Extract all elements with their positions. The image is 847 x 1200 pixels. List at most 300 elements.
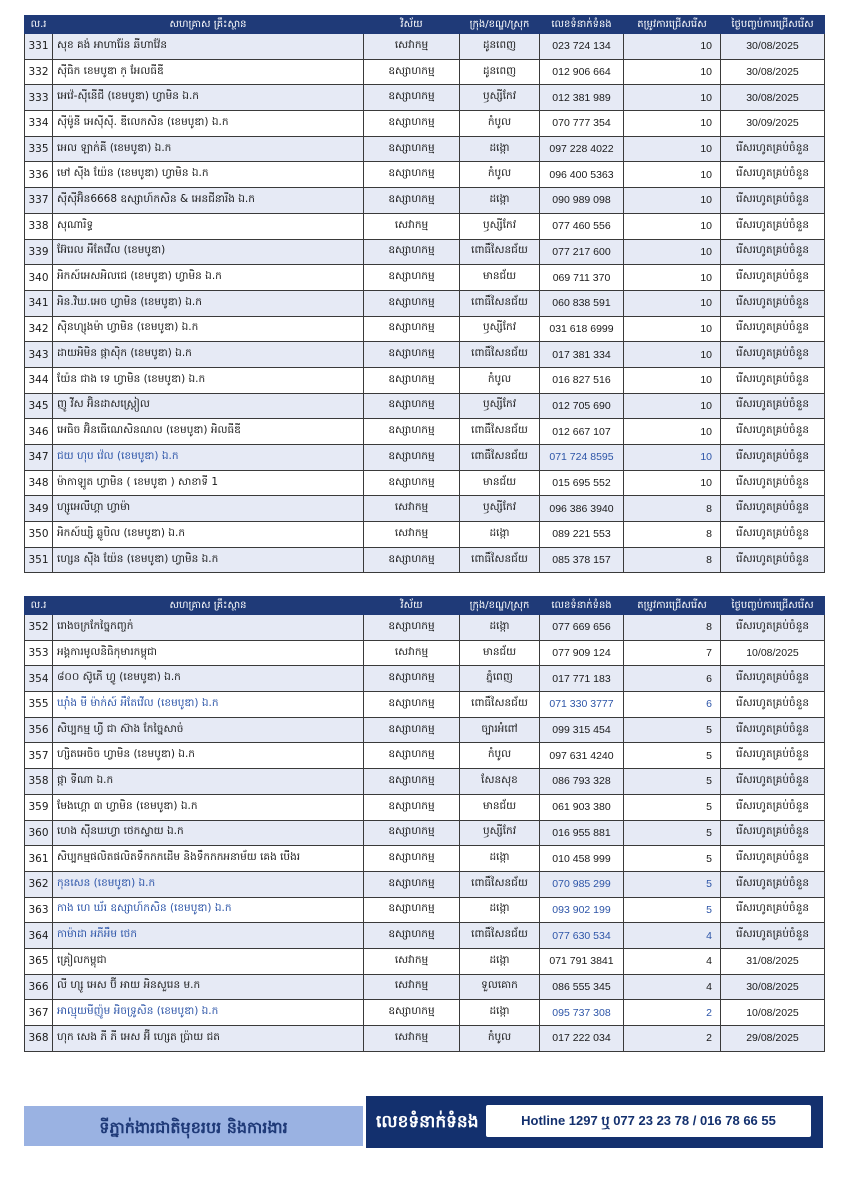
sector: ឧស្សាហកម្ម: [364, 470, 460, 496]
phone-number: 077 460 556: [540, 213, 624, 239]
row-number: 340: [25, 265, 53, 291]
district: ដង្កោ: [460, 188, 540, 214]
phone-number: 099 315 454: [540, 717, 624, 743]
district: កំបូល: [460, 1026, 540, 1052]
table-row: [25, 470, 825, 496]
job-table-bottom: [24, 596, 825, 1052]
row-number: 345: [25, 393, 53, 419]
deadline: រើសរហូតគ្រប់ចំនួន: [721, 213, 825, 239]
row-number: 344: [25, 367, 53, 393]
table-row: [25, 419, 825, 445]
deadline: រើសរហូតគ្រប់ចំនួន: [721, 769, 825, 795]
footer-agency-banner: [24, 1106, 363, 1146]
table-row: [25, 743, 825, 769]
deadline: រើសរហូតគ្រប់ចំនួន: [721, 393, 825, 419]
row-number: 337: [25, 188, 53, 214]
sector: សេវាកម្ម: [364, 34, 460, 60]
hiring-count: 4: [624, 974, 721, 1000]
phone-number: 017 771 183: [540, 666, 624, 692]
deadline: រើសរហូតគ្រប់ចំនួន: [721, 615, 825, 641]
table-row: [25, 640, 825, 666]
phone-number: 095 737 308: [540, 1000, 624, 1026]
phone-number: 097 228 4022: [540, 136, 624, 162]
company-name: ៨០០ ស៊ូភើ ហ្វូ (ខេមបូឌា) ឯ.ក: [53, 666, 364, 692]
hiring-count: 8: [624, 496, 721, 522]
sector: ឧស្សាហកម្ម: [364, 265, 460, 291]
phone-number: 070 985 299: [540, 871, 624, 897]
district: ឫស្សីកែវ: [460, 496, 540, 522]
row-number: 332: [25, 59, 53, 85]
phone-number: 012 381 989: [540, 85, 624, 111]
sector: ឧស្សាហកម្ម: [364, 59, 460, 85]
table-row: [25, 59, 825, 85]
deadline: រើសរហូតគ្រប់ចំនួន: [721, 419, 825, 445]
deadline: រើសរហូតគ្រប់ចំនួន: [721, 666, 825, 692]
company-name: សុខ គង់ អាហារ៉ែន ឆីហាវ៉ែន: [53, 34, 364, 60]
company-name: សុណារិទ្ធ: [53, 213, 364, 239]
row-number: 361: [25, 846, 53, 872]
deadline: រើសរហូតគ្រប់ចំនួន: [721, 717, 825, 743]
table-row: [25, 445, 825, 471]
hiring-count: 8: [624, 615, 721, 641]
hiring-count: 10: [624, 85, 721, 111]
phone-number: 077 909 124: [540, 640, 624, 666]
row-number: 368: [25, 1026, 53, 1052]
agency-name: ទីភ្នាក់ងារជាតិមុខរបរ និងការងារ: [99, 1118, 288, 1137]
sector: សេវាកម្ម: [364, 948, 460, 974]
phone-number: 069 711 370: [540, 265, 624, 291]
table-row: [25, 496, 825, 522]
row-number: 352: [25, 615, 53, 641]
sector: ឧស្សាហកម្ម: [364, 188, 460, 214]
district: កំបូល: [460, 743, 540, 769]
hiring-count: 10: [624, 162, 721, 188]
sector: ឧស្សាហកម្ម: [364, 692, 460, 718]
row-number: 331: [25, 34, 53, 60]
table-row: [25, 666, 825, 692]
hiring-count: 10: [624, 290, 721, 316]
deadline: រើសរហូតគ្រប់ចំនួន: [721, 794, 825, 820]
row-number: 350: [25, 522, 53, 548]
district: កំបូល: [460, 162, 540, 188]
company-name: ឃ៉ាំង មី ម៉ាក់ស៍ អឹតែវើល (ខេមបូឌា) ឯ.ក: [53, 692, 364, 718]
deadline: រើសរហូតគ្រប់ចំនួន: [721, 367, 825, 393]
table-row: [25, 239, 825, 265]
sector: ឧស្សាហកម្ម: [364, 316, 460, 342]
sector: សេវាកម្ម: [364, 1026, 460, 1052]
col-header-deadline: ថ្ងៃបញ្ចប់ការជ្រើសរើស: [721, 16, 825, 34]
deadline: 31/08/2025: [721, 948, 825, 974]
district: ដង្កោ: [460, 948, 540, 974]
row-number: 353: [25, 640, 53, 666]
row-number: 365: [25, 948, 53, 974]
phone-number: 096 400 5363: [540, 162, 624, 188]
hiring-count: 5: [624, 769, 721, 795]
deadline: រើសរហូតគ្រប់ចំនួន: [721, 162, 825, 188]
row-number: 342: [25, 316, 53, 342]
district: ពោធិ៍សែនជ័យ: [460, 290, 540, 316]
deadline: រើសរហូតគ្រប់ចំនួន: [721, 692, 825, 718]
hiring-count: 7: [624, 640, 721, 666]
company-name: សិប្បកម្ម ហ្វី ជា ស៊ាង កែច្នៃសាច់: [53, 717, 364, 743]
row-number: 336: [25, 162, 53, 188]
district: ឫស្សីកែវ: [460, 316, 540, 342]
district: មានជ័យ: [460, 470, 540, 496]
table-row: [25, 85, 825, 111]
company-name: ហេង ស៊ីនឃហ្វា ថេកស្ទាយ ឯ.ក: [53, 820, 364, 846]
deadline: រើសរហូតគ្រប់ចំនួន: [721, 136, 825, 162]
table-row: [25, 213, 825, 239]
hiring-count: 10: [624, 367, 721, 393]
district: កំបូល: [460, 367, 540, 393]
hiring-count: 4: [624, 923, 721, 949]
row-number: 348: [25, 470, 53, 496]
hiring-count: 5: [624, 717, 721, 743]
phone-number: 071 791 3841: [540, 948, 624, 974]
row-number: 355: [25, 692, 53, 718]
deadline: រើសរហូតគ្រប់ចំនួន: [721, 547, 825, 573]
sector: ឧស្សាហកម្ម: [364, 85, 460, 111]
deadline: រើសរហូតគ្រប់ចំនួន: [721, 445, 825, 471]
row-number: 335: [25, 136, 53, 162]
table-row: [25, 342, 825, 368]
sector: ឧស្សាហកម្ម: [364, 871, 460, 897]
company-name: ហុក សេង ភី ភី អេស អ៊ី ហ្សេត ប្រ៉ាយ ជត: [53, 1026, 364, 1052]
hiring-count: 5: [624, 871, 721, 897]
table-row: [25, 1026, 825, 1052]
company-name: អាល្មុយមីញ៉ូម អិចទ្រូសិន (ខេមបូឌា) ឯ.ក: [53, 1000, 364, 1026]
company-name: អិន.វិឃ.អេច ហ្វាមិន (ខេមបូឌា) ឯ.ក: [53, 290, 364, 316]
sector: ឧស្សាហកម្ម: [364, 820, 460, 846]
footer-contact-banner: [366, 1096, 823, 1148]
hiring-count: 10: [624, 445, 721, 471]
row-number: 366: [25, 974, 53, 1000]
table-row: [25, 136, 825, 162]
sector: ឧស្សាហកម្ម: [364, 923, 460, 949]
phone-number: 071 724 8595: [540, 445, 624, 471]
hiring-count: 10: [624, 393, 721, 419]
row-number: 339: [25, 239, 53, 265]
deadline: រើសរហូតគ្រប់ចំនួន: [721, 316, 825, 342]
phone-number: 017 381 334: [540, 342, 624, 368]
deadline: រើសរហូតគ្រប់ចំនួន: [721, 342, 825, 368]
sector: ឧស្សាហកម្ម: [364, 136, 460, 162]
phone-number: 017 222 034: [540, 1026, 624, 1052]
col-header-company: សហគ្រាស គ្រឹះស្ថាន: [53, 597, 364, 615]
district: ដង្កោ: [460, 897, 540, 923]
company-name: អេល ឡាក់គី (ខេមបូឌា) ឯ.ក: [53, 136, 364, 162]
col-header-deadline: ថ្ងៃបញ្ចប់ការជ្រើសរើស: [721, 597, 825, 615]
deadline: រើសរហូតគ្រប់ចំនួន: [721, 496, 825, 522]
deadline: 30/08/2025: [721, 85, 825, 111]
hiring-count: 10: [624, 342, 721, 368]
phone-number: 060 838 591: [540, 290, 624, 316]
row-number: 346: [25, 419, 53, 445]
sector: ឧស្សាហកម្ម: [364, 743, 460, 769]
hiring-count: 10: [624, 213, 721, 239]
row-number: 338: [25, 213, 53, 239]
company-name: អេធិច អ៊ិនធើណេសិនណល (ខេមបូឌា) អិលធីឌី: [53, 419, 364, 445]
hiring-count: 10: [624, 136, 721, 162]
district: ដង្កោ: [460, 136, 540, 162]
company-name: ជយ ហុប វ៉េល (ខេមបូឌា) ឯ.ក: [53, 445, 364, 471]
company-name: ផ្កា ទីណា ឯ.ក: [53, 769, 364, 795]
sector: ឧស្សាហកម្ម: [364, 717, 460, 743]
deadline: រើសរហូតគ្រប់ចំនួន: [721, 897, 825, 923]
company-name: អិកស៍ឃ្សិ ឆ្លូបិល (ខេមបូឌា) ឯ.ក: [53, 522, 364, 548]
table-row: [25, 615, 825, 641]
district: ឫស្សីកែវ: [460, 820, 540, 846]
phone-number: 071 330 3777: [540, 692, 624, 718]
contact-label: លេខទំនាក់ទំនង: [376, 1112, 479, 1132]
company-name: សិប្បកម្មផលិតផលិតទឹកកកដើម និងទឹកកកអនាម័យ គេង បើងរ: [53, 846, 364, 872]
company-name: ដាយអិមិន ផ្កាស៊ិក (ខេមបូឌា) ឯ.ក: [53, 342, 364, 368]
col-header-count: តម្រូវការជ្រើសរើស: [624, 597, 721, 615]
sector: ឧស្សាហកម្ម: [364, 1000, 460, 1026]
hiring-count: 10: [624, 34, 721, 60]
hiring-count: 5: [624, 743, 721, 769]
deadline: រើសរហូតគ្រប់ចំនួន: [721, 290, 825, 316]
col-header-no: ល.រ: [25, 16, 53, 34]
district: ដង្កោ: [460, 1000, 540, 1026]
phone-number: 090 989 098: [540, 188, 624, 214]
table-row: [25, 316, 825, 342]
hiring-count: 10: [624, 59, 721, 85]
table-header-row: [25, 597, 825, 615]
company-name: ស៊ីស៊ីអ៊ិន6668 ឧស្សាហ៍កសិន & អេនជីនារីង ឯ.ក: [53, 188, 364, 214]
row-number: 362: [25, 871, 53, 897]
hiring-count: 5: [624, 820, 721, 846]
deadline: រើសរហូតគ្រប់ចំនួន: [721, 188, 825, 214]
deadline: រើសរហូតគ្រប់ចំនួន: [721, 743, 825, 769]
row-number: 351: [25, 547, 53, 573]
hotline-numbers: Hotline 1297 ឬ 077 23 23 78 / 016 78 66 55: [521, 1113, 776, 1128]
district: ពោធិ៍សែនជ័យ: [460, 445, 540, 471]
row-number: 367: [25, 1000, 53, 1026]
table-row: [25, 34, 825, 60]
phone-number: 085 378 157: [540, 547, 624, 573]
row-number: 333: [25, 85, 53, 111]
company-name: រោងចក្រកែច្នៃកញ្ចក់: [53, 615, 364, 641]
district: ពោធិ៍សែនជ័យ: [460, 419, 540, 445]
deadline: 30/08/2025: [721, 34, 825, 60]
deadline: 10/08/2025: [721, 640, 825, 666]
phone-number: 077 217 600: [540, 239, 624, 265]
company-name: មែងហ្គោ ៣ ហ្វាមិន (ខេមបូឌា) ឯ.ក: [53, 794, 364, 820]
company-name: កាង ហេ ឃ័រ ឧស្សាហ៍កសិន (ខេមបូឌា) ឯ.ក: [53, 897, 364, 923]
sector: ឧស្សាហកម្ម: [364, 342, 460, 368]
phone-number: 031 618 6999: [540, 316, 624, 342]
col-header-company: សហគ្រាស គ្រឹះស្ថាន: [53, 16, 364, 34]
sector: សេវាកម្ម: [364, 974, 460, 1000]
row-number: 364: [25, 923, 53, 949]
district: ដង្កោ: [460, 846, 540, 872]
deadline: 30/08/2025: [721, 974, 825, 1000]
district: ពោធិ៍សែនជ័យ: [460, 547, 540, 573]
row-number: 347: [25, 445, 53, 471]
hiring-count: 4: [624, 948, 721, 974]
phone-number: 077 630 534: [540, 923, 624, 949]
district: ច្បារអំពៅ: [460, 717, 540, 743]
table-body: [25, 34, 825, 573]
district: ពោធិ៍សែនជ័យ: [460, 871, 540, 897]
table-body: [25, 615, 825, 1052]
deadline: រើសរហូតគ្រប់ចំនួន: [721, 846, 825, 872]
sector: សេវាកម្ម: [364, 522, 460, 548]
company-name: ម៉ាកាឡូត ហ្វាមិន ( ខេមបូឌា ) សាខាទី 1: [53, 470, 364, 496]
col-header-sector: វិស័យ: [364, 16, 460, 34]
company-name: អេវ៉េ-ស៊ីនើជី (ខេមបូឌា) ហ្វាមិន ឯ.ក: [53, 85, 364, 111]
phone-number: 086 793 328: [540, 769, 624, 795]
phone-number: 093 902 199: [540, 897, 624, 923]
table-row: [25, 871, 825, 897]
district: ភ្នំពេញ: [460, 666, 540, 692]
table-row: [25, 188, 825, 214]
sector: ឧស្សាហកម្ម: [364, 111, 460, 137]
deadline: រើសរហូតគ្រប់ចំនួន: [721, 871, 825, 897]
district: ពោធិ៍សែនជ័យ: [460, 692, 540, 718]
row-number: 359: [25, 794, 53, 820]
hiring-count: 2: [624, 1000, 721, 1026]
sector: ឧស្សាហកម្ម: [364, 794, 460, 820]
sector: ឧស្សាហកម្ម: [364, 419, 460, 445]
table-row: [25, 265, 825, 291]
district: ពោធិ៍សែនជ័យ: [460, 239, 540, 265]
deadline: រើសរហូតគ្រប់ចំនួន: [721, 239, 825, 265]
sector: ឧស្សាហកម្ម: [364, 290, 460, 316]
hiring-count: 10: [624, 470, 721, 496]
deadline: រើសរហូតគ្រប់ចំនួន: [721, 923, 825, 949]
row-number: 343: [25, 342, 53, 368]
sector: ឧស្សាហកម្ម: [364, 393, 460, 419]
table-row: [25, 1000, 825, 1026]
hiring-count: 5: [624, 846, 721, 872]
phone-number: 015 695 552: [540, 470, 624, 496]
sector: ឧស្សាហកម្ម: [364, 445, 460, 471]
phone-number: 097 631 4240: [540, 743, 624, 769]
phone-number: 089 221 553: [540, 522, 624, 548]
district: កំបូល: [460, 111, 540, 137]
phone-number: 061 903 380: [540, 794, 624, 820]
sector: ឧស្សាហកម្ម: [364, 615, 460, 641]
table-row: [25, 948, 825, 974]
hotline-box: [486, 1105, 811, 1137]
table-row: [25, 290, 825, 316]
sector: ឧស្សាហកម្ម: [364, 769, 460, 795]
hiring-count: 10: [624, 419, 721, 445]
phone-number: 096 386 3940: [540, 496, 624, 522]
deadline: រើសរហូតគ្រប់ចំនួន: [721, 470, 825, 496]
col-header-phone: លេខទំនាក់ទំនង: [540, 597, 624, 615]
sector: ឧស្សាហកម្ម: [364, 162, 460, 188]
district: ដូនពេញ: [460, 34, 540, 60]
company-name: ស៊ិនហ្សុងម៉ា ហ្វាមិន (ខេមបូឌា) ឯ.ក: [53, 316, 364, 342]
company-name: ហ្សេន ស៊ីង យ៉ែន (ខេមបូឌា) ហ្វាមិន ឯ.ក: [53, 547, 364, 573]
company-name: ហ្សូអេលីហ្គា ហ្វាម៉ា: [53, 496, 364, 522]
table-row: [25, 769, 825, 795]
district: ដង្កោ: [460, 615, 540, 641]
company-name: ហ្សិតអេចិច ហ្វាមិន (ខេមបូឌា) ឯ.ក: [53, 743, 364, 769]
hiring-count: 10: [624, 188, 721, 214]
phone-number: 016 827 516: [540, 367, 624, 393]
company-name: គ្រៀលកម្ពុជា: [53, 948, 364, 974]
table-row: [25, 547, 825, 573]
row-number: 354: [25, 666, 53, 692]
table-row: [25, 393, 825, 419]
district: មានជ័យ: [460, 265, 540, 291]
district: មានជ័យ: [460, 794, 540, 820]
hiring-count: 10: [624, 265, 721, 291]
company-name: អិកស៍អេសអិលជេ (ខេមបូឌា) ហ្វាមិន ឯ.ក: [53, 265, 364, 291]
sector: ឧស្សាហកម្ម: [364, 547, 460, 573]
company-name: កាម៉ាដា អភីអឹម ថេក: [53, 923, 364, 949]
row-number: 357: [25, 743, 53, 769]
row-number: 358: [25, 769, 53, 795]
company-name: ស៊ីធិក ខេមបូឌា ក្ អែលធីឌី: [53, 59, 364, 85]
hiring-count: 8: [624, 522, 721, 548]
phone-number: 010 458 999: [540, 846, 624, 872]
row-number: 360: [25, 820, 53, 846]
company-name: កុនសេន (ខេមបូឌា) ឯ.ក: [53, 871, 364, 897]
table-row: [25, 974, 825, 1000]
district: ដូនពេញ: [460, 59, 540, 85]
sector: ឧស្សាហកម្ម: [364, 367, 460, 393]
deadline: រើសរហូតគ្រប់ចំនួន: [721, 820, 825, 846]
district: ពោធិ៍សែនជ័យ: [460, 342, 540, 368]
district: ពោធិ៍សែនជ័យ: [460, 923, 540, 949]
col-header-no: ល.រ: [25, 597, 53, 615]
table-row: [25, 794, 825, 820]
district: ឫស្សីកែវ: [460, 393, 540, 419]
phone-number: 023 724 134: [540, 34, 624, 60]
table-row: [25, 897, 825, 923]
deadline: 29/08/2025: [721, 1026, 825, 1052]
sector: ឧស្សាហកម្ម: [364, 846, 460, 872]
sector: សេវាកម្ម: [364, 213, 460, 239]
row-number: 356: [25, 717, 53, 743]
deadline: 30/08/2025: [721, 59, 825, 85]
district: ដង្កោ: [460, 522, 540, 548]
table-row: [25, 522, 825, 548]
table-row: [25, 692, 825, 718]
col-header-count: តម្រូវការជ្រើសរើស: [624, 16, 721, 34]
table-header-row: [25, 16, 825, 34]
phone-number: 012 667 107: [540, 419, 624, 445]
company-name: មៅ ស៊ីង យ៉ែន (ខេមបូឌា) ហ្វាមិន ឯ.ក: [53, 162, 364, 188]
company-name: លី ហ្សូ អេស ប៊ី អាយ អិនសួរេន ម.ក: [53, 974, 364, 1000]
row-number: 334: [25, 111, 53, 137]
hiring-count: 6: [624, 666, 721, 692]
company-name: យ៉ែន ជាង ទេ ហ្វាមិន (ខេមបូឌា) ឯ.ក: [53, 367, 364, 393]
table-row: [25, 162, 825, 188]
district: ឫស្សីកែវ: [460, 213, 540, 239]
hiring-count: 10: [624, 111, 721, 137]
row-number: 349: [25, 496, 53, 522]
phone-number: 077 669 656: [540, 615, 624, 641]
hiring-count: 8: [624, 547, 721, 573]
district: មានជ័យ: [460, 640, 540, 666]
sector: សេវាកម្ម: [364, 496, 460, 522]
hiring-count: 5: [624, 897, 721, 923]
col-header-district: ក្រុង/ខណ្ឌ/ស្រុក: [460, 16, 540, 34]
hiring-count: 2: [624, 1026, 721, 1052]
col-header-phone: លេខទំនាក់ទំនង: [540, 16, 624, 34]
table-row: [25, 717, 825, 743]
table-row: [25, 367, 825, 393]
deadline: 10/08/2025: [721, 1000, 825, 1026]
company-name: ញូ វីស អ៊ិនដាសស្ត្រៀល: [53, 393, 364, 419]
sector: ឧស្សាហកម្ម: [364, 897, 460, 923]
